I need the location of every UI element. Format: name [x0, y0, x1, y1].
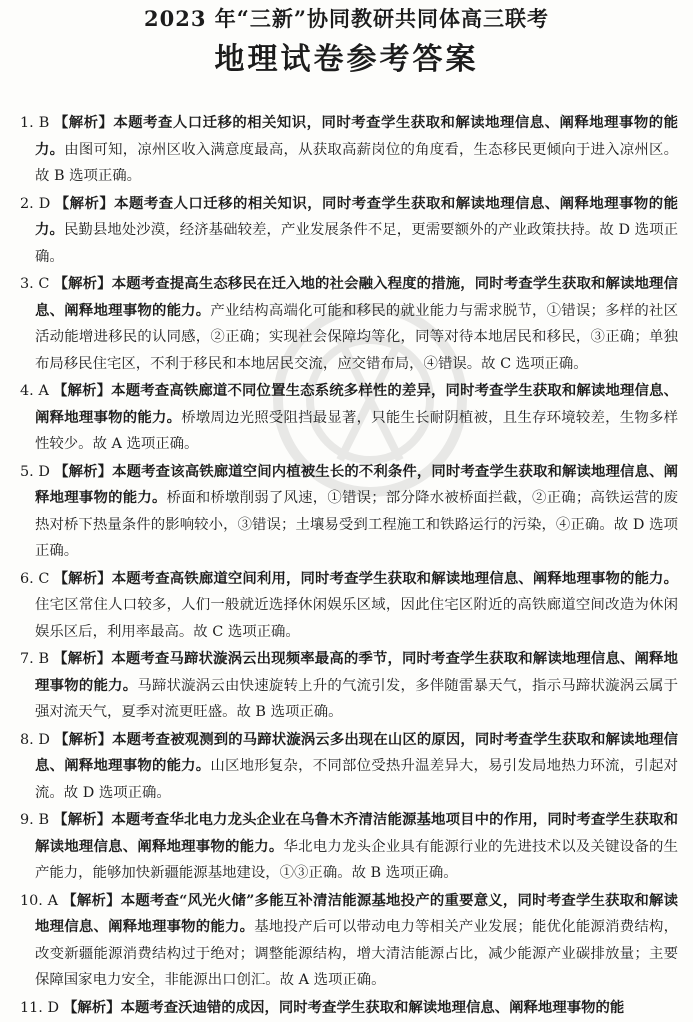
analysis-intro: 本题考查高铁廊道不同位置生态系统多样性的差异，同时考查学生获取和解读地理信息、阐释地理事物的能力。: [35, 382, 678, 426]
answer-number: 7. B: [20, 651, 50, 667]
analysis-tag: 【解析】: [53, 462, 113, 480]
answer-number: 2. D: [20, 195, 51, 212]
analysis-body: 民勤县地处沙漠，经济基础较差，产业发展条件不足，更需要额外的产业政策扶持。故 D 选项正确。: [35, 222, 678, 265]
analysis-body: 由图可知，凉州区收入满意度最高，从获取高薪岗位的角度看，生态移民更倾向于进入凉州区。故 B 选项正确。: [35, 141, 678, 184]
analysis-body: 山区地形复杂，不同部位受热升温差异大，易引发局地热力环流，引起对流。故 D 选项正确。: [35, 758, 678, 801]
answer-number: 9. B: [20, 812, 50, 828]
answer-number: 6. C: [20, 570, 50, 587]
analysis-tag: 【解析】: [53, 650, 112, 667]
answer-number: 8. D: [20, 731, 50, 748]
analysis-intro: 本题考查人口迁移的相关知识，同时考查学生获取和解读地理信息、阐释地理事物的能力。: [35, 114, 678, 158]
answer-item: [20, 110, 678, 190]
answer-item: [20, 378, 678, 458]
answer-item: [20, 271, 678, 377]
analysis-body: 桥墩周边光照受阻挡最显著，只能生长耐阴植被，且生存环境较差，生物多样性较少。故 A 选项正确。: [35, 409, 678, 452]
answer-item: [20, 727, 678, 807]
analysis-tag: 【解析】: [54, 194, 115, 212]
analysis-intro: 本题考查华北电力龙头企业在乌鲁木齐清洁能源基地项目中的作用，同时考查学生获取和解读地理信息、阐释地理事物的能力。: [35, 811, 678, 855]
analysis-body: 住宅区常住人口较多，人们一般就近选择休闲娱乐区域，因此住宅区附近的高铁廊道空间改造为休闲娱乐区后，利用率最高。故 C 选项正确。: [35, 597, 678, 640]
analysis-intro: 本题考查马蹄状漩涡云出现频率最高的季节，同时考查学生获取和解读地理信息、阐释地理事物的能力。: [35, 650, 678, 694]
analysis-intro: 本题考查人口迁移的相关知识，同时考查学生获取和解读地理信息、阐释地理事物的能力。: [35, 194, 678, 238]
answer-item: [20, 807, 678, 887]
analysis-intro: 本题考查提高生态移民在迁入地的社会融入程度的措施，同时考查学生获取和解读地理信息、阐释地理事物的能力。: [35, 275, 678, 319]
answer-list: [20, 110, 678, 1022]
header-title: 2023 年“三新”协同教研共同体高三联考: [144, 6, 549, 31]
analysis-body: 华北电力龙头企业具有能源行业的先进技术以及关键设备的生产能力，能够加快新疆能源基地建设，①③正确。故 B 选项正确。: [35, 838, 678, 881]
analysis-intro: 本题考查高铁廊道空间利用，同时考查学生获取和解读地理信息、阐释地理事物的能力。: [111, 569, 678, 587]
analysis-tag: 【解析】: [62, 891, 121, 909]
answer-number: 11. D: [20, 999, 59, 1016]
analysis-body: 产业结构高端化可能和移民的就业能力与需求脱节，①错误；多样的社区活动能增进移民的认同感，②正确；实现社会保障均等化，同等对待本地居民和移民，③正确；单独布局移民住宅区，不利于移民和本地居民交流，应交错布局，④错误。故 C 选项正确。: [35, 302, 678, 372]
answer-number: 1. B: [20, 115, 50, 131]
analysis-tag: 【解析】: [53, 275, 112, 292]
answer-number: 4. A: [20, 383, 49, 399]
answer-item: [20, 566, 678, 646]
analysis-tag: 【解析】: [53, 730, 113, 748]
header-subtitle: 地理试卷参考答案: [214, 42, 479, 77]
analysis-body: 马蹄状漩涡云由快速旋转上升的气流引发，多伴随雷暴天气，指示马蹄状漩涡云属于强对流天气，夏季对流更旺盛。故 B 选项正确。: [35, 677, 678, 720]
analysis-tag: 【解析】: [52, 382, 112, 399]
answer-item: [20, 995, 678, 1022]
analysis-body: 桥面和桥墩削弱了风速，①错误；部分降水被桥面拦截，②正确；高铁运营的废热对桥下热量条件的影响较小，③错误；土壤易受到工程施工和铁路运行的污染，④正确。故 D 选项正确。: [35, 490, 678, 559]
answer-item: [20, 646, 678, 726]
answer-number: 10. A: [20, 892, 59, 909]
answer-number: 5. D: [20, 463, 50, 480]
answer-item: [20, 459, 678, 565]
analysis-tag: 【解析】: [53, 114, 114, 131]
analysis-tag: 【解析】: [63, 998, 121, 1016]
analysis-tag: 【解析】: [53, 569, 112, 587]
analysis-intro: 本题考查沃迪错的成因，同时考查学生获取和解读地理信息、阐释地理事物的能: [120, 998, 625, 1016]
analysis-intro: 本题考查被观测到的马蹄状漩涡云多出现在山区的原因，同时考查学生获取和解读地理信息、阐释地理事物的能力。: [35, 730, 678, 774]
analysis-tag: 【解析】: [53, 811, 112, 828]
answer-item: [20, 191, 678, 271]
answer-item: [20, 888, 678, 994]
analysis-intro: 本题考查“风光火储”多能互补清洁能源基地投产的重要意义，同时考查学生获取和解读地理信息、阐释地理事物的能力。: [35, 891, 678, 935]
analysis-intro: 本题考查该高铁廊道空间内植被生长的不利条件，同时考查学生获取和解读地理信息、阐释地理事物的能力。: [35, 462, 678, 506]
analysis-body: 基地投产后可以带动电力等相关产业发展；能优化能源消费结构，改变新疆能源消费结构过于绝对；调整能源结构，增大清洁能源占比，减少能源产业碳排放量；主要保障国家电力安全，非能源出口创汇。故 A 选项正确。: [35, 919, 678, 988]
answer-number: 3. C: [20, 276, 50, 292]
